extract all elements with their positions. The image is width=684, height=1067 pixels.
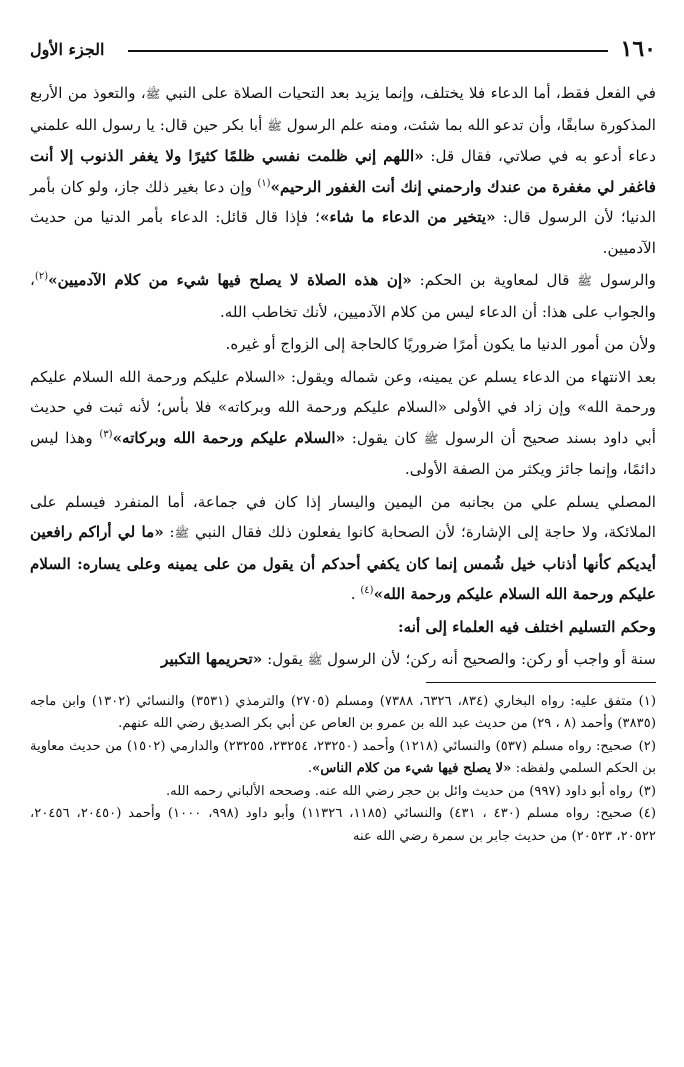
paragraph-2 (30, 265, 656, 327)
text-run: ، والجواب على هذا: أن الدعاء ليس من كلام الآدميين، لأنك تخاطب الله. (30, 271, 656, 321)
saw-symbol: ﷺ (267, 118, 282, 133)
text-run: في الفعل فقط، أما الدعاء فلا يختلف، وإنما يزيد بعد التحيات الصلاة على النبي (160, 84, 656, 102)
footnote-number: (٤) (638, 806, 657, 821)
text-run: وإن دعا بغير ذلك جاز، ولو كان بأمر الدنيا؛ لأن الرسول قال: (30, 177, 656, 226)
hadith-quote: «اللهم إني ظلمت نفسي ظلمًا كثيرًا ولا يغفر الذنوب إلا أنت فاغفر لي مغفرة من عندك وارحمني إنك أنت الغفور الرحيم» (30, 147, 656, 196)
paragraph-4 (30, 362, 656, 485)
page-number: ١٦٠ (620, 36, 656, 62)
text-run: والرسول (591, 271, 656, 289)
paragraph-1 (30, 78, 656, 263)
text-run: أبا بكر حين قال: يا رسول الله علمني دعاء أدعو به في صلاتي، فقال قل: (30, 115, 657, 165)
footnote-ref-1: (١) (257, 177, 271, 189)
footnote-separator (426, 682, 656, 683)
paragraph-3: ولأن من أمور الدنيا ما يكون أمرًا ضروريًا كالحاجة إلى الزواج أو غيره. (225, 335, 656, 353)
footnote-number: (١) (638, 693, 657, 709)
text-run: بعد الانتهاء من الدعاء يسلم عن يمينه، وعن شماله ويقول: «السلام عليكم ورحمة الله السلام عليكم ورحمة الله» وإن زاد في الأولى «السلام عليكم ورحمة الله وبركاته» فلا بأس؛ لأنه ثبت في حديث أبي داود بسند صحيح أن الرسول (30, 367, 657, 447)
saw-symbol: ﷺ (145, 87, 161, 101)
paragraph-6: وحكم التسليم اختلف فيه العلماء إلى أنه: (397, 617, 656, 636)
footnote-quote: «لا يصلح فيها شيء من كلام الناس» (312, 761, 512, 776)
saw-symbol: ﷺ (577, 274, 592, 288)
part-title: الجزء الأول (30, 39, 105, 59)
footnote-text: رواه أبو داود (٩٩٧) من حديث وائل بن حجر رضي الله عنه. وصححه الألباني رحمه الله. (165, 783, 633, 799)
hadith-quote: «السلام عليكم ورحمة الله وبركاته» (112, 428, 346, 447)
text-run: سنة أو واجب أو ركن: والصحيح أنه ركن؛ لأن الرسول (322, 650, 656, 668)
footnote-ref-3: (٣) (99, 428, 113, 440)
hadith-quote: «إن هذه الصلاة لا يصلح فيها شيء من كلام الآدميين» (48, 271, 412, 289)
text-run: قال لمعاوية بن الحكم: (411, 271, 578, 289)
footnote-2 (30, 736, 656, 781)
saw-symbol: ﷺ (174, 526, 190, 540)
footnote-text: متفق عليه: رواه البخاري (٨٣٤، ٦٣٢٦، ٧٣٨٨) ومسلم (٢٧٠٥) والترمذي (٣٥٣١) والنسائي (١٣٠٢) وابن ماجه (٣٨٣٥) وأحمد (٨ ، ٢٩) من حديث عبد الله بن عمرو بن العاص عن أبي بكر الصديق رضي الله عنهم. (30, 693, 656, 731)
footnote-ref-2: (٢) (34, 270, 49, 282)
main-text (30, 78, 656, 676)
footnote-ref-4: (٤) (360, 584, 374, 596)
hadith-quote: «ما لي أراكم رافعين أيديكم كأنها أذناب خيل شُمس إنما كان يكفي أحدكم أن يقول من على يمينه وعلى يساره: السلام عليكم ورحمة الله السلام عليكم ورحمة الله» (30, 523, 656, 603)
text-run: كان يقول: (345, 428, 424, 447)
footnote-text: صحيح: رواه مسلم (٥٣٧) والنسائي (١٢١٨) وأحمد (٢٣٢٥٠، ٢٣٢٥٤، ٢٣٢٥٥) والدارمي (١٥٠٢) من حديث معاوية بن الحكم السلمي ولفظه: (30, 738, 656, 776)
footnote-text: صحيح: رواه مسلم (٤٣٠ ، ٤٣١) والنسائي (١١٨٥، ١١٣٢٦) وأبو داود (٩٩٨، ١٠٠٠) وأحمد (٢٠٤٥٠، ٢٠٤٥٦، ٢٠٥٢٢، ٢٠٥٢٣) من حديث جابر بن سمرة رضي الله عنه (30, 806, 656, 844)
saw-symbol: ﷺ (423, 431, 439, 446)
footnotes (30, 691, 656, 849)
footnote-3 (30, 781, 656, 804)
paragraph-5 (30, 487, 656, 610)
paragraph-7 (30, 644, 656, 676)
hadith-quote: «تحريمها التكبير (161, 650, 263, 668)
text-run: المصلي يسلم علي من بجانبه من اليمين واليسار إذا كان في جماعة، أما المنفرد فيسلم على الملائكة، ولا حاجة إلى الإشارة؛ لأن الصحابة كانوا يفعلون ذلك فقال النبي (30, 492, 656, 541)
text-run: وهذا ليس دائمًا، وإنما جائز ويكثر من الصفة الأولى. (30, 428, 656, 478)
hadith-quote: «يتخير من الدعاء ما شاء» (320, 208, 496, 226)
text-run: ؛ فإذا قال قائل: الدعاء بأمر الدنيا من حديث الآدميين. (30, 208, 656, 257)
text-run: : (163, 523, 175, 541)
footnote-1 (30, 691, 656, 736)
text-run: يقول: (262, 650, 308, 668)
footnote-number: (٢) (638, 738, 657, 754)
page-header (30, 34, 656, 64)
header-rule (128, 50, 608, 52)
footnote-number: (٣) (638, 783, 656, 799)
saw-symbol: ﷺ (307, 653, 323, 667)
footnote-text: . (307, 761, 313, 776)
text-run: . (350, 585, 361, 603)
footnote-4 (30, 803, 656, 848)
text-run: ، والتعوذ من الأربع المذكورة سابقًا، وأن تدعو الله بما شئت، ومنه علم الرسول (30, 84, 656, 134)
book-page (30, 34, 656, 1044)
